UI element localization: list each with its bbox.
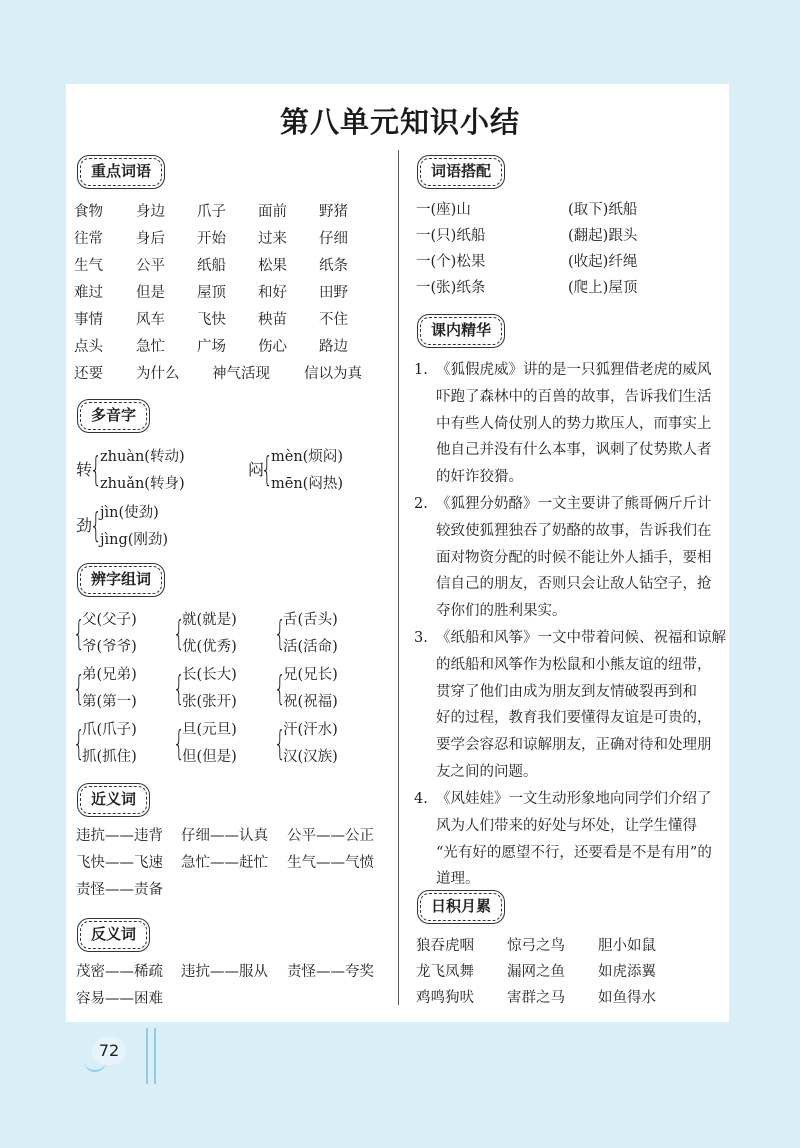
key-word: 纸船	[197, 258, 226, 274]
essence-line: 要学会容忍和谅解朋友，正确对待和处理朋	[436, 737, 712, 754]
essence-line: 友之间的问题。	[436, 763, 538, 780]
essence-paragraph	[414, 625, 726, 786]
collocation-item: (收起)纤绳	[568, 254, 638, 270]
section-badge-collocation: 词语搭配	[420, 158, 502, 186]
synonym-pair: 急忙——赶忙	[181, 855, 268, 871]
page-title: 第八单元知识小结	[279, 105, 520, 139]
essence-line: 信自己的朋友，否则只会让敌人钻空子，抢	[436, 576, 712, 593]
idiom: 漏网之鱼	[507, 964, 565, 980]
distinguish-word: 但(但是)	[182, 749, 237, 765]
essence-number: 3.	[414, 630, 428, 646]
section-badge-accumulation: 日积月累	[420, 893, 502, 921]
essence-number: 1.	[414, 362, 428, 378]
idiom: 胆小如鼠	[598, 938, 656, 954]
page-number: 72	[92, 1037, 126, 1065]
idiom: 鸡鸣狗吠	[416, 990, 474, 1006]
essence-line: 面对物资分配的时候不能让外人插手，要相	[436, 549, 712, 566]
collocation-item: 一(个)松果	[416, 254, 486, 270]
brace: {	[173, 669, 185, 709]
key-word: 急忙	[136, 339, 165, 355]
brace: {	[90, 450, 102, 490]
collocation-item: 一(座)山	[416, 202, 471, 218]
antonym-pair: 容易——困难	[76, 991, 163, 1007]
brace: {	[173, 724, 185, 764]
key-word: 飞快	[197, 312, 226, 328]
key-word: 生气	[74, 258, 103, 274]
antonym-pair: 茂密——稀疏	[76, 964, 163, 980]
distinguish-word: 张(张开)	[182, 694, 237, 710]
collocation-item: 一(只)纸船	[416, 228, 486, 244]
distinguish-word: 祝(祝福)	[283, 694, 338, 710]
essence-line: 道理。	[436, 871, 480, 888]
brace: {	[261, 450, 273, 490]
key-word: 仔细	[319, 231, 348, 247]
key-word: 难过	[74, 285, 103, 301]
key-word: 松果	[258, 258, 287, 274]
synonym-pair: 责怪——责备	[76, 882, 163, 898]
essence-line: 《狐假虎威》讲的是一只狐狸借老虎的威风	[436, 362, 712, 378]
essence-line: 的奸诈狡猾。	[436, 469, 523, 486]
idiom: 如鱼得水	[598, 990, 656, 1006]
key-word: 屋顶	[197, 285, 226, 301]
essence-line: 夺你们的胜利果实。	[436, 603, 567, 620]
key-word: 身边	[136, 204, 165, 220]
essence-paragraph	[414, 786, 712, 893]
brace: {	[73, 614, 85, 654]
brace: {	[274, 669, 286, 709]
essence-line: 吓跑了森林中的百兽的故事，告诉我们生活	[436, 388, 712, 405]
brace: {	[73, 724, 85, 764]
key-word: 秧苗	[258, 312, 287, 328]
essence-line: 好的过程，教育我们要懂得友谊是可贵的，	[436, 710, 712, 727]
page-number-decoration	[84, 1060, 106, 1072]
key-word: 田野	[319, 285, 348, 301]
brace: {	[73, 669, 85, 709]
key-word: 面前	[258, 204, 287, 220]
essence-line: 贯穿了他们由成为朋友到友情破裂再到和	[436, 683, 697, 700]
essence-line: 中有些人倚仗别人的势力欺压人，而事实上	[436, 415, 712, 432]
essence-line: “光有好的愿望不行，还要看是不是有用”的	[436, 844, 712, 861]
essence-line: 较致使狐狸独吞了奶酪的故事，告诉我们在	[436, 522, 712, 539]
key-word: 开始	[197, 231, 226, 247]
key-word: 风车	[136, 312, 165, 328]
key-word: 路边	[319, 339, 348, 355]
brace: {	[274, 724, 286, 764]
distinguish-word: 就(就是)	[182, 612, 237, 628]
polyphone-reading: zhuǎn(转身)	[100, 476, 185, 492]
key-word: 不住	[319, 312, 348, 328]
page-bar-decoration	[146, 1028, 156, 1084]
distinguish-word: 抓(抓住)	[82, 749, 137, 765]
essence-line: 他自己并没有什么本事，讽刺了仗势欺人者	[436, 442, 712, 459]
key-word: 神气活现	[212, 366, 270, 382]
collocation-item: (取下)纸船	[568, 202, 638, 218]
essence-line: 的纸船和风筝作为松鼠和小熊友谊的纽带，	[436, 656, 712, 673]
synonym-pair: 仔细——认真	[181, 828, 268, 844]
polyphone-char: 劲	[76, 516, 93, 535]
idiom: 害群之马	[507, 990, 565, 1006]
distinguish-word: 汗(汗水)	[283, 722, 338, 738]
key-word: 点头	[74, 339, 103, 355]
essence-line: 《风娃娃》一文生动形象地向同学们介绍了	[436, 791, 712, 807]
key-word: 身后	[136, 231, 165, 247]
collocation-item: (翻起)跟头	[568, 228, 638, 244]
distinguish-word: 父(父子)	[82, 612, 137, 628]
collocation-item: 一(张)纸条	[416, 280, 486, 296]
section-badge-synonyms: 近义词	[80, 786, 147, 814]
key-word: 野猪	[319, 204, 348, 220]
distinguish-word: 兄(兄长)	[283, 667, 338, 683]
essence-number: 2.	[414, 496, 428, 512]
polyphone-reading: mèn(烦闷)	[271, 449, 343, 465]
section-badge-antonyms: 反义词	[80, 921, 147, 949]
essence-paragraph	[414, 491, 712, 625]
key-word: 和好	[258, 285, 287, 301]
antonym-pair: 责怪——夸奖	[287, 964, 374, 980]
idiom: 龙飞凤舞	[416, 964, 474, 980]
key-word: 过来	[258, 231, 287, 247]
distinguish-word: 长(长大)	[182, 667, 237, 683]
distinguish-word: 汉(汉族)	[283, 749, 338, 765]
key-word: 广场	[197, 339, 226, 355]
synonym-pair: 飞快——飞速	[76, 855, 163, 871]
distinguish-word: 爷(爷爷)	[82, 639, 137, 655]
key-word: 还要	[74, 366, 103, 382]
distinguish-word: 旦(元旦)	[182, 722, 237, 738]
key-word: 但是	[136, 285, 165, 301]
synonym-pair: 违抗——违背	[76, 828, 163, 844]
brace: {	[90, 506, 102, 546]
section-badge-essence: 课内精华	[420, 317, 502, 345]
distinguish-word: 优(优秀)	[182, 639, 237, 655]
polyphone-reading: mēn(闷热)	[271, 476, 343, 492]
polyphone-char: 闷	[248, 460, 265, 479]
key-word: 伤心	[258, 339, 287, 355]
essence-line: 《狐狸分奶酪》一文主要讲了熊哥俩斤斤计	[436, 496, 712, 512]
polyphone-reading: jìng(刚劲)	[100, 532, 169, 548]
brace: {	[173, 614, 185, 654]
section-badge-key-words: 重点词语	[80, 158, 162, 186]
section-badge-polyphones: 多音字	[80, 402, 147, 430]
antonym-pair: 违抗——服从	[181, 964, 268, 980]
synonym-pair: 生气——气愤	[287, 855, 374, 871]
section-badge-distinguish: 辨字组词	[80, 566, 162, 594]
polyphone-reading: jìn(使劲)	[100, 505, 159, 521]
key-word: 往常	[74, 231, 103, 247]
key-word: 为什么	[136, 366, 180, 382]
distinguish-word: 舌(舌头)	[283, 612, 338, 628]
polyphone-reading: zhuàn(转动)	[100, 449, 185, 465]
brace: {	[274, 614, 286, 654]
essence-paragraph	[414, 357, 712, 491]
idiom: 如虎添翼	[598, 964, 656, 980]
essence-number: 4.	[414, 791, 428, 807]
key-word: 事情	[74, 312, 103, 328]
idiom: 惊弓之鸟	[507, 938, 565, 954]
essence-line: 风为人们带来的好处与坏处，让学生懂得	[436, 817, 697, 834]
collocation-item: (爬上)屋顶	[568, 280, 638, 296]
key-word: 公平	[136, 258, 165, 274]
idiom: 狼吞虎咽	[416, 938, 474, 954]
column-divider	[398, 150, 399, 1005]
distinguish-word: 弟(兄弟)	[82, 667, 137, 683]
essence-line: 《纸船和风筝》一文中带着问候、祝福和谅解	[436, 630, 726, 646]
key-word: 食物	[74, 204, 103, 220]
synonym-pair: 公平——公正	[287, 828, 374, 844]
polyphone-char: 转	[76, 460, 93, 479]
key-word: 爪子	[197, 204, 226, 220]
distinguish-word: 第(第一)	[82, 694, 137, 710]
distinguish-word: 爪(爪子)	[82, 722, 137, 738]
key-word: 纸条	[319, 258, 348, 274]
distinguish-word: 活(活命)	[283, 639, 338, 655]
key-word: 信以为真	[304, 366, 362, 382]
